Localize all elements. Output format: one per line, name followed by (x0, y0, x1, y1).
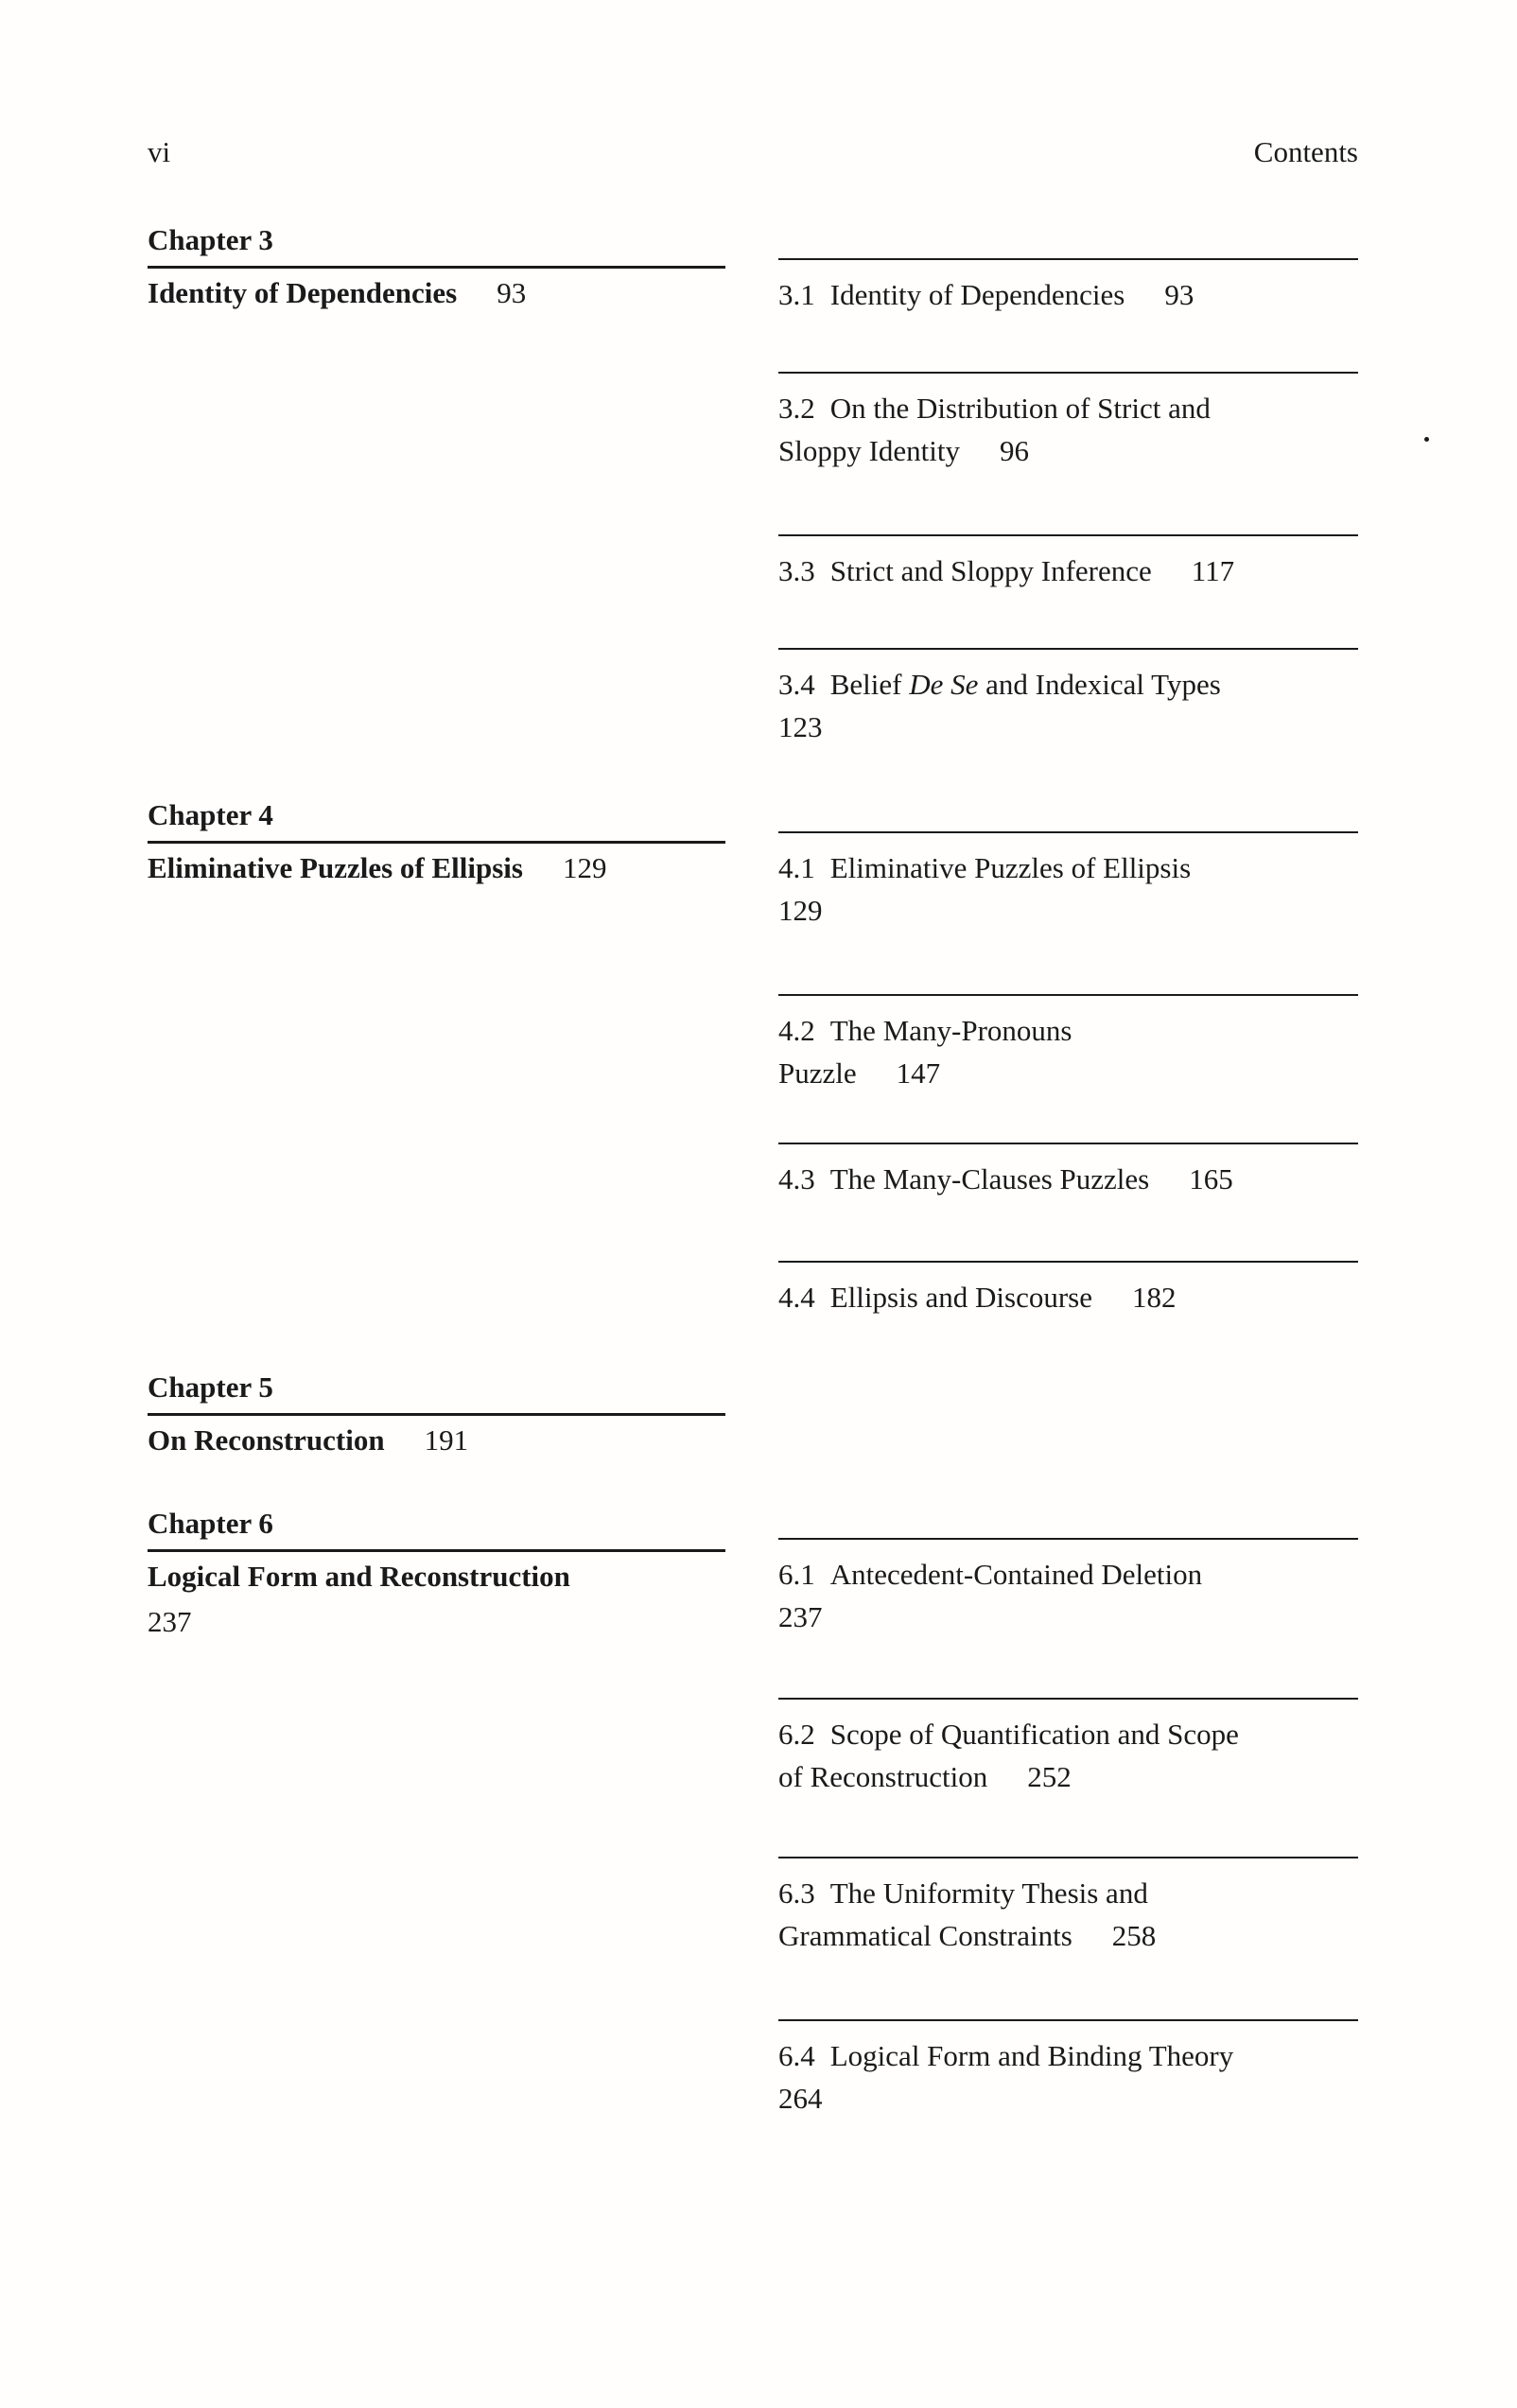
section-page: 258 (1111, 1919, 1157, 1952)
chapter-entry (148, 218, 725, 314)
section-rule (778, 1261, 1358, 1263)
chapter-rule (148, 1549, 725, 1552)
section-number: 4.1 (778, 851, 815, 884)
chapter-page: 129 (562, 851, 607, 884)
page-header (148, 131, 1358, 173)
section-number: 6.1 (778, 1558, 815, 1591)
toc-section (778, 831, 1358, 932)
section-rule (778, 831, 1358, 833)
chapter-rule (148, 266, 725, 269)
chapter-rule (148, 841, 725, 844)
chapter-page: 237 (148, 1605, 192, 1638)
section-page: 147 (896, 1056, 941, 1090)
toc-section (778, 372, 1358, 472)
chapter-entry (148, 1502, 725, 1643)
section-number: 3.1 (778, 278, 815, 311)
toc-section (778, 534, 1358, 592)
section-number: 4.2 (778, 1014, 815, 1047)
chapter-title-text: Eliminative Puzzles of Ellipsis (148, 851, 523, 884)
section-page: 129 (778, 894, 823, 927)
section-page: 123 (778, 710, 823, 743)
section-number: 3.4 (778, 668, 815, 701)
section-title: The Many-Clauses Puzzles (829, 1162, 1150, 1195)
section-title: Antecedent-Contained Deletion (829, 1558, 1203, 1591)
section-rule (778, 1143, 1358, 1144)
section-title: The Uniformity Thesis and (829, 1876, 1148, 1910)
section-title: Logical Form and Binding Theory (829, 2039, 1234, 2072)
section-number: 4.3 (778, 1162, 815, 1195)
section-title-line2: Puzzle (778, 1056, 857, 1090)
toc-section (778, 648, 1358, 748)
section-page: 93 (1164, 278, 1194, 311)
chapter-page: 191 (424, 1423, 469, 1457)
toc-section (778, 1857, 1358, 1957)
section-rule (778, 648, 1358, 650)
section-title-pre: Belief (829, 668, 910, 701)
section-rule (778, 258, 1358, 260)
section-number: 6.2 (778, 1718, 815, 1751)
chapter-title (148, 271, 725, 314)
section-title-line2: of Reconstruction (778, 1760, 988, 1793)
toc-section (778, 1143, 1358, 1200)
section-rule (778, 1857, 1358, 1858)
section-title-post: and Indexical Types (978, 668, 1221, 701)
chapter-title-text: Identity of Dependencies (148, 276, 458, 309)
section-number: 6.4 (778, 2039, 815, 2072)
chapter-label: Chapter 5 (148, 1370, 273, 1404)
section-rule (778, 1698, 1358, 1700)
chapter-title-text: On Reconstruction (148, 1423, 385, 1457)
toc-section (778, 1261, 1358, 1318)
section-page: 182 (1132, 1281, 1177, 1314)
section-page: 237 (778, 1600, 823, 1633)
section-number: 3.3 (778, 554, 815, 587)
chapter-title (148, 846, 725, 889)
chapter-label: Chapter 4 (148, 798, 273, 831)
toc-section (778, 994, 1358, 1094)
section-page: 264 (778, 2082, 823, 2115)
section-page: 96 (1000, 434, 1030, 467)
chapter-entry (148, 794, 725, 889)
section-title: Ellipsis and Discourse (829, 1281, 1092, 1314)
chapter-label: Chapter 3 (148, 223, 273, 256)
chapter-label: Chapter 6 (148, 1507, 273, 1540)
section-title-line2: Grammatical Constraints (778, 1919, 1072, 1952)
section-rule (778, 534, 1358, 536)
toc-section (778, 1538, 1358, 1638)
chapter-page: 93 (497, 276, 527, 309)
section-title: Identity of Dependencies (829, 278, 1125, 311)
section-number: 4.4 (778, 1281, 815, 1314)
section-title-italic: De Se (909, 668, 979, 701)
section-rule (778, 2019, 1358, 2021)
section-page: 252 (1027, 1760, 1072, 1793)
section-rule (778, 372, 1358, 374)
section-rule (778, 1538, 1358, 1540)
section-number: 6.3 (778, 1876, 815, 1910)
section-title: On the Distribution of Strict and (829, 392, 1211, 425)
section-title-line2: Sloppy Identity (778, 434, 961, 467)
section-page: 117 (1191, 554, 1235, 587)
chapter-rule (148, 1413, 725, 1416)
section-title: The Many-Pronouns (829, 1014, 1072, 1047)
toc-section (778, 258, 1358, 316)
toc-section (778, 2019, 1358, 2120)
chapter-page-line (148, 1600, 725, 1643)
section-number: 3.2 (778, 392, 815, 425)
chapter-entry (148, 1366, 725, 1461)
section-rule (778, 994, 1358, 996)
section-page: 165 (1189, 1162, 1233, 1195)
running-head: Contents (1253, 135, 1358, 168)
chapter-title (148, 1555, 725, 1597)
section-title: Strict and Sloppy Inference (829, 554, 1152, 587)
section-title: Scope of Quantification and Scope (829, 1718, 1239, 1751)
chapter-title-text: Logical Form and Reconstruction (148, 1560, 570, 1593)
stray-mark (1424, 437, 1429, 442)
toc-section (778, 1698, 1358, 1798)
section-title: Eliminative Puzzles of Ellipsis (829, 851, 1192, 884)
chapter-title (148, 1419, 725, 1461)
folio: vi (148, 135, 171, 168)
